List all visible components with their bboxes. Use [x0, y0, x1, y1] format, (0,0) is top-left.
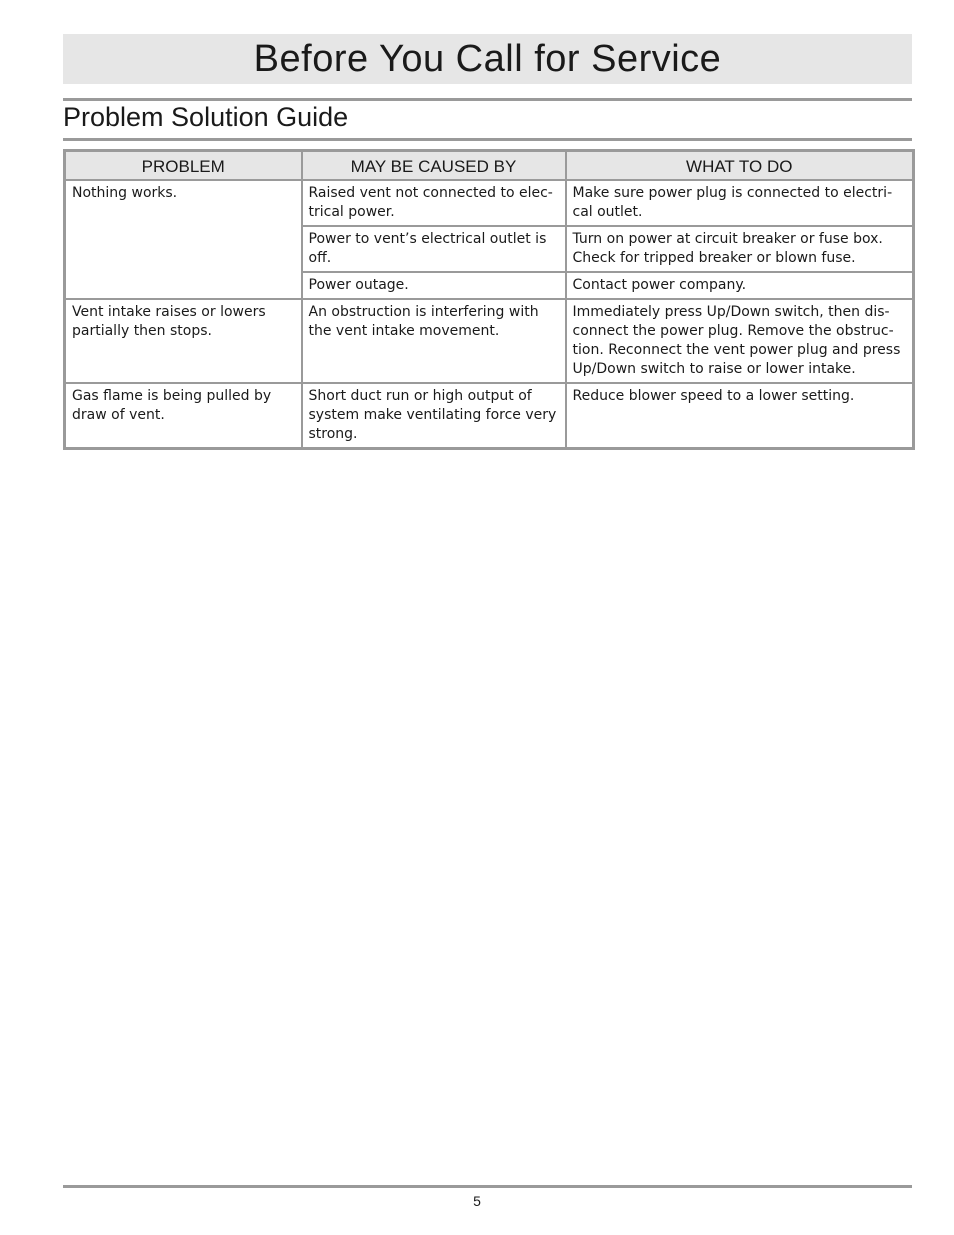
solution-cell: Reduce blower speed to a lower setting.	[566, 383, 914, 449]
problem-cell: Nothing works.	[65, 180, 302, 299]
cause-cell: An obstruction is interfering with the vent intake movement.	[302, 299, 566, 383]
column-header-cause: MAY BE CAUSED BY	[302, 151, 566, 181]
solution-cell: Turn on power at circuit breaker or fuse box. Check for tripped breaker or blown fuse.	[566, 226, 914, 272]
table-row	[65, 383, 914, 449]
page-title: Before You Call for Service	[253, 37, 722, 80]
cause-cell: Power outage.	[302, 272, 566, 299]
column-header-solution: WHAT TO DO	[566, 151, 914, 181]
cause-cell: Short duct run or high output of system make ventilating force very strong.	[302, 383, 566, 449]
cause-cell: Raised vent not connected to elec- trical power.	[302, 180, 566, 226]
table-row	[65, 299, 914, 383]
footer-divider	[63, 1185, 912, 1188]
column-header-problem: PROBLEM	[65, 151, 302, 181]
table-header-row	[65, 151, 914, 181]
cause-cell: Power to vent’s electrical outlet is off.	[302, 226, 566, 272]
solution-cell: Immediately press Up/Down switch, then dis- connect the power plug. Remove the obstruc- tion. Reconnect the vent power plug and press Up/Down switch to raise or lower intake.	[566, 299, 914, 383]
title-banner	[63, 34, 912, 84]
table-row	[65, 180, 914, 226]
problem-solution-table	[63, 149, 915, 450]
problem-cell: Vent intake raises or lowers partially then stops.	[65, 299, 302, 383]
section-title: Problem Solution Guide	[63, 102, 349, 132]
section-divider	[63, 138, 912, 141]
problem-cell: Gas flame is being pulled by draw of vent.	[65, 383, 302, 449]
page-number: 5	[473, 1193, 481, 1209]
solution-cell: Make sure power plug is connected to electri- cal outlet.	[566, 180, 914, 226]
top-divider	[63, 98, 912, 101]
solution-cell: Contact power company.	[566, 272, 914, 299]
